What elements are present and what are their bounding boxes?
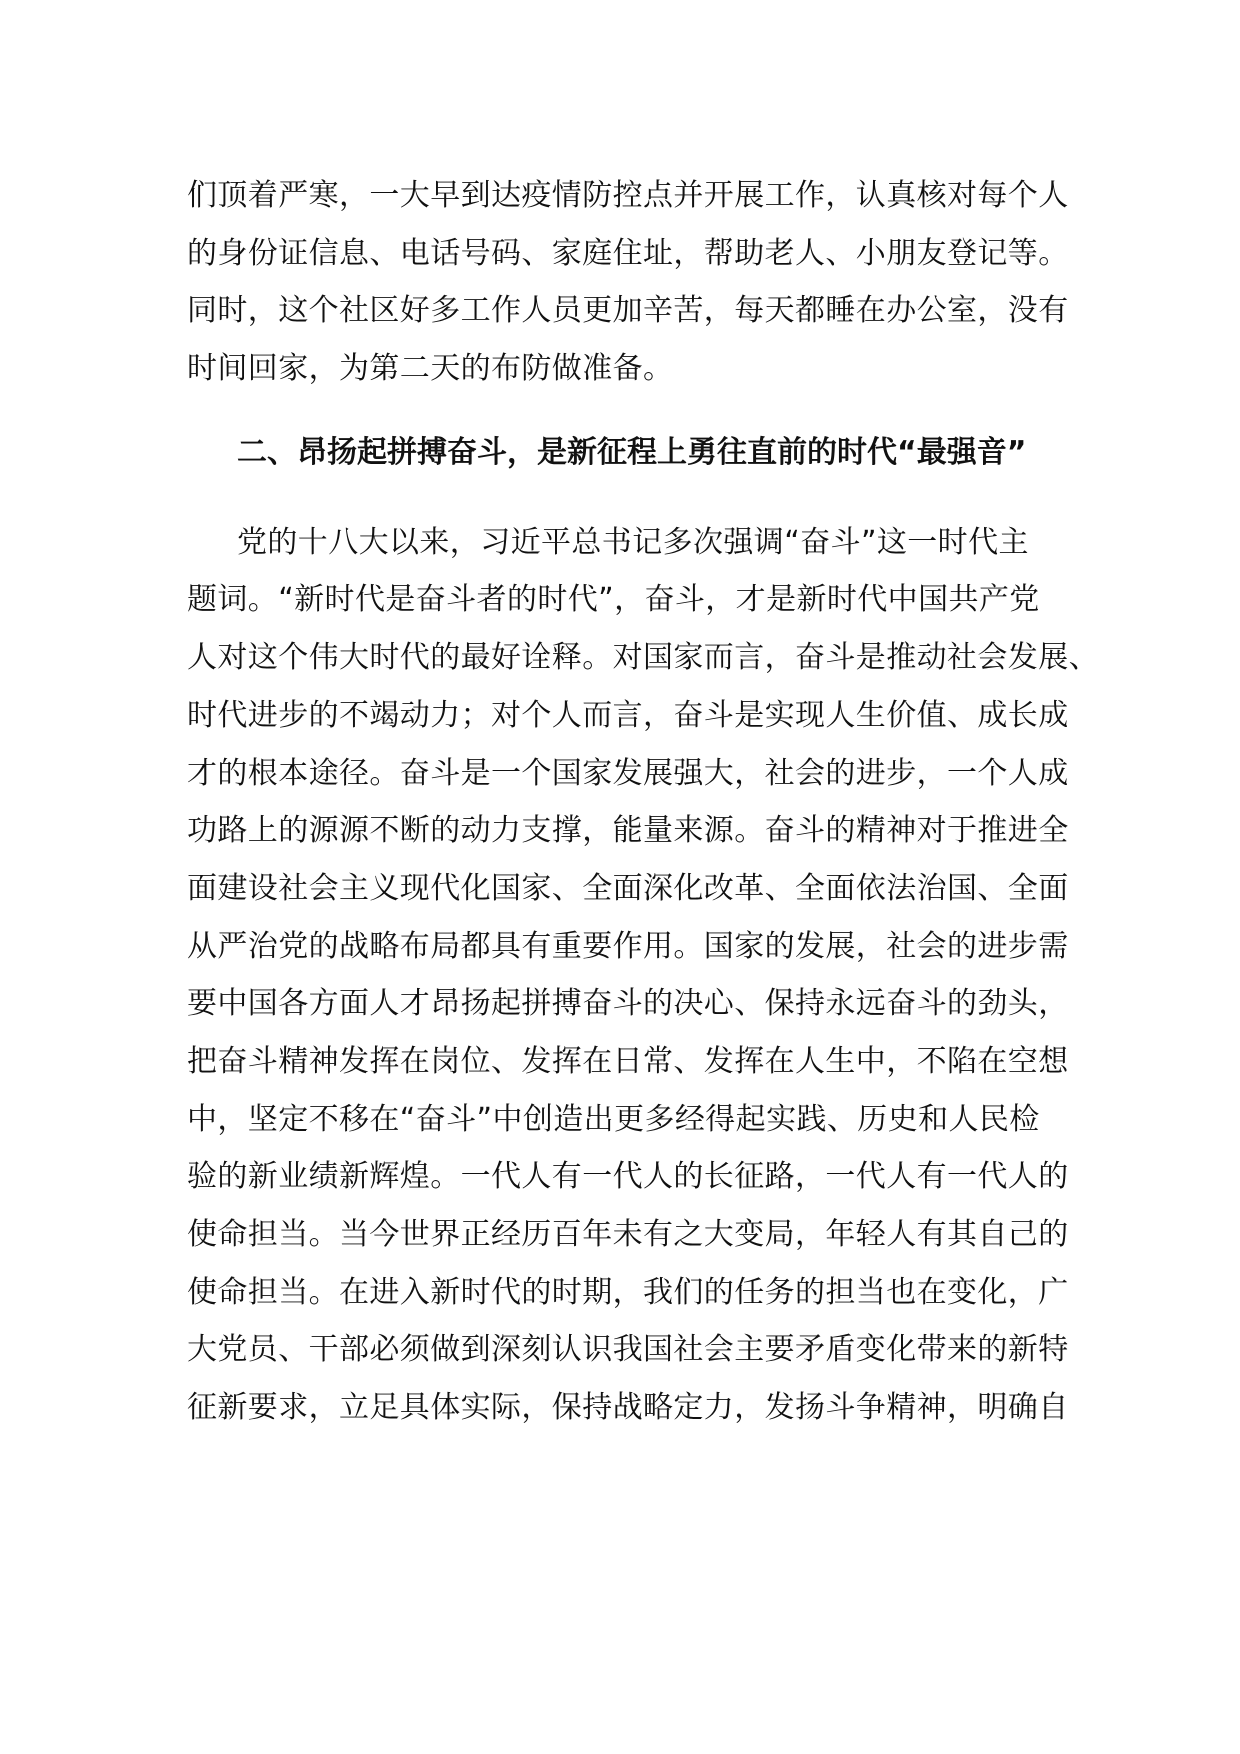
- text-line: 使命担当。当今世界正经历百年未有之大变局，年轻人有其自己的: [187, 1217, 1069, 1252]
- text-line: 的身份证信息、电话号码、家庭住址，帮助老人、小朋友登记等。: [187, 236, 1069, 271]
- text-line: 征新要求，立足具体实际，保持战略定力，发扬斗争精神，明确自: [187, 1390, 1069, 1425]
- text-line: 从严治党的战略布局都具有重要作用。国家的发展，社会的进步需: [187, 929, 1069, 964]
- section-heading: 二、昂扬起拼搏奋斗，是新征程上勇往直前的时代“最强音”: [237, 435, 1027, 470]
- text-line: 中，坚定不移在“奋斗”中创造出更多经得起实践、历史和人民检: [187, 1102, 1040, 1137]
- text-line: 面建设社会主义现代化国家、全面深化改革、全面依法治国、全面: [187, 871, 1069, 906]
- text-line: 功路上的源源不断的动力支撑，能量来源。奋斗的精神对于推进全: [187, 813, 1069, 848]
- text-line: 们顶着严寒，一大早到达疫情防控点并开展工作，认真核对每个人: [187, 178, 1069, 213]
- text-line: 同时，这个社区好多工作人员更加辛苦，每天都睡在办公室，没有: [187, 293, 1069, 328]
- text-line: 验的新业绩新辉煌。一代人有一代人的长征路，一代人有一代人的: [187, 1159, 1069, 1194]
- text-line: 把奋斗精神发挥在岗位、发挥在日常、发挥在人生中，不陷在空想: [187, 1044, 1069, 1079]
- text-line: 题词。“新时代是奋斗者的时代”，奋斗，才是新时代中国共产党: [187, 582, 1040, 617]
- text-line: 时代进步的不竭动力；对个人而言，奋斗是实现人生价值、成长成: [187, 698, 1069, 733]
- text-line: 才的根本途径。奋斗是一个国家发展强大，社会的进步，一个人成: [187, 756, 1069, 791]
- text-line: 要中国各方面人才昂扬起拼搏奋斗的决心、保持永远奋斗的劲头，: [187, 986, 1069, 1021]
- text-line: 时间回家，为第二天的布防做准备。: [187, 351, 674, 386]
- text-line: 大党员、干部必须做到深刻认识我国社会主要矛盾变化带来的新特: [187, 1332, 1069, 1367]
- text-line: 使命担当。在进入新时代的时期，我们的任务的担当也在变化，广: [187, 1275, 1069, 1310]
- text-line: 人对这个伟大时代的最好诠释。对国家而言，奋斗是推动社会发展、: [187, 640, 1099, 675]
- text-line: 党的十八大以来，习近平总书记多次强调“奋斗”这一时代主: [237, 525, 1029, 560]
